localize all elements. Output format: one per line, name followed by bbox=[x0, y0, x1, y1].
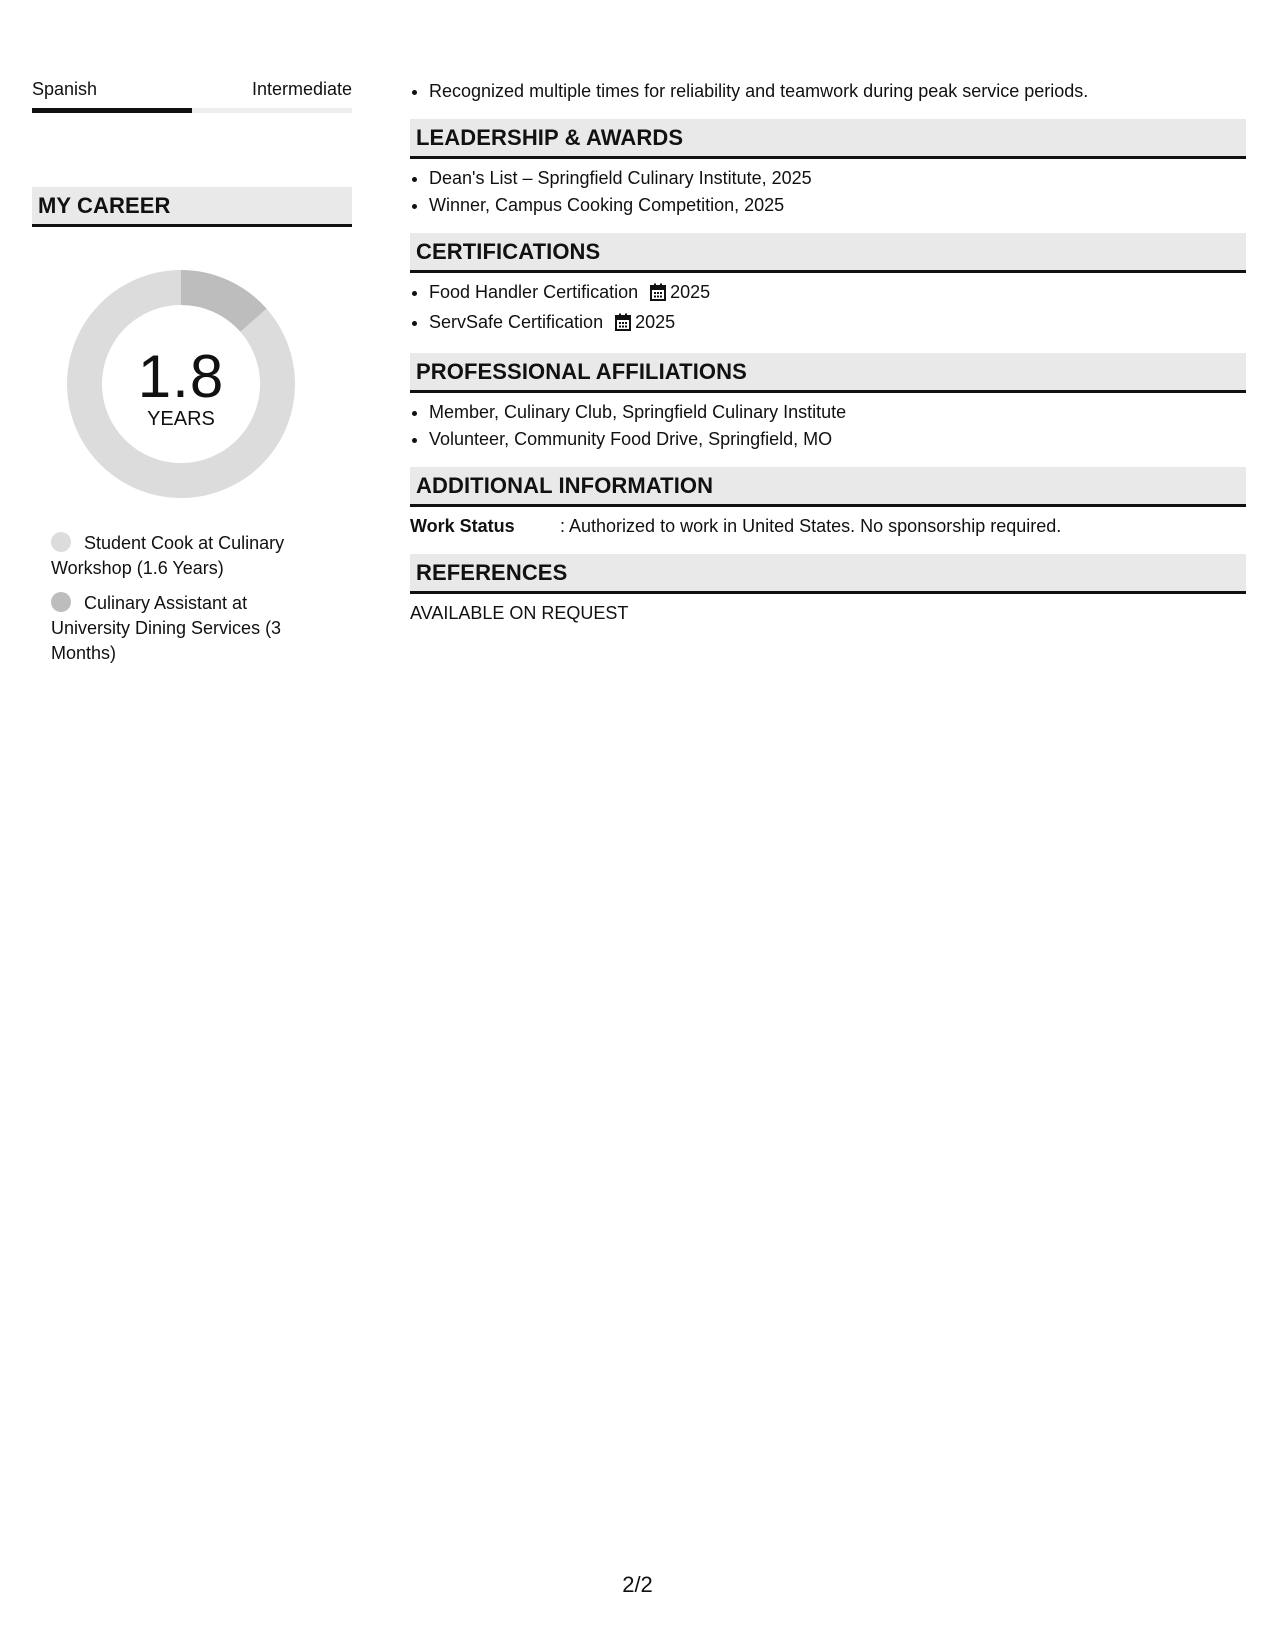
donut-center bbox=[66, 269, 296, 499]
page-number: 2/2 bbox=[622, 1572, 653, 1597]
certification-name: ServSafe Certification bbox=[429, 312, 604, 332]
certifications-list bbox=[410, 279, 1246, 339]
affiliation-item: • Volunteer, Community Food Drive, Springfield, MO bbox=[429, 426, 1246, 453]
leadership-item: • Dean's List – Springfield Culinary Institute, 2025 bbox=[429, 165, 1246, 192]
language-proficiency-bar bbox=[32, 108, 352, 113]
language-level: Intermediate bbox=[251, 79, 352, 99]
career-heading: MY CAREER bbox=[32, 187, 352, 227]
work-status-value: : Authorized to work in United States. No sponsorship required. bbox=[560, 516, 1062, 536]
references-text: AVAILABLE ON REQUEST bbox=[410, 603, 629, 623]
experience-bullets bbox=[410, 78, 1246, 105]
certification-year: 2025 bbox=[670, 282, 711, 302]
language-row bbox=[32, 78, 352, 100]
career-total-unit: YEARS bbox=[147, 408, 215, 430]
legend-item bbox=[51, 531, 321, 581]
certification-name: Food Handler Certification bbox=[429, 282, 639, 302]
additional-heading: ADDITIONAL INFORMATION bbox=[410, 467, 1246, 507]
career-legend bbox=[51, 531, 321, 666]
language-proficiency-fill bbox=[32, 108, 192, 113]
legend-item bbox=[51, 591, 321, 666]
affiliations-list bbox=[410, 399, 1246, 453]
leadership-item: • Winner, Campus Cooking Competition, 2025 bbox=[429, 192, 1246, 219]
leadership-heading: LEADERSHIP & AWARDS bbox=[410, 119, 1246, 159]
leadership-list bbox=[410, 165, 1246, 219]
work-status-label: Work Status bbox=[410, 516, 515, 536]
certification-item bbox=[429, 309, 1246, 339]
certification-item bbox=[429, 279, 1246, 309]
career-total-value: 1.8 bbox=[137, 343, 225, 410]
right-column bbox=[410, 78, 1246, 627]
language-name: Spanish bbox=[32, 79, 98, 99]
legend-dot bbox=[51, 532, 71, 552]
certification-year: 2025 bbox=[635, 312, 676, 332]
legend-label: Student Cook at Culinary Workshop (1.6 Years) bbox=[51, 533, 285, 578]
legend-dot bbox=[51, 592, 71, 612]
affiliations-heading: PROFESSIONAL AFFILIATIONS bbox=[410, 353, 1246, 393]
affiliation-item: • Member, Culinary Club, Springfield Culinary Institute bbox=[429, 399, 1246, 426]
work-status-row bbox=[410, 513, 1246, 540]
calendar-icon bbox=[615, 312, 631, 339]
left-column bbox=[32, 78, 352, 676]
references-heading: REFERENCES bbox=[410, 554, 1246, 594]
experience-bullet: • Recognized multiple times for reliability and teamwork during peak service periods. bbox=[429, 78, 1246, 105]
calendar-icon bbox=[650, 282, 666, 309]
legend-label: Culinary Assistant at University Dining Services (3 Months) bbox=[51, 593, 282, 663]
career-donut-chart bbox=[66, 269, 296, 499]
certifications-heading: CERTIFICATIONS bbox=[410, 233, 1246, 273]
